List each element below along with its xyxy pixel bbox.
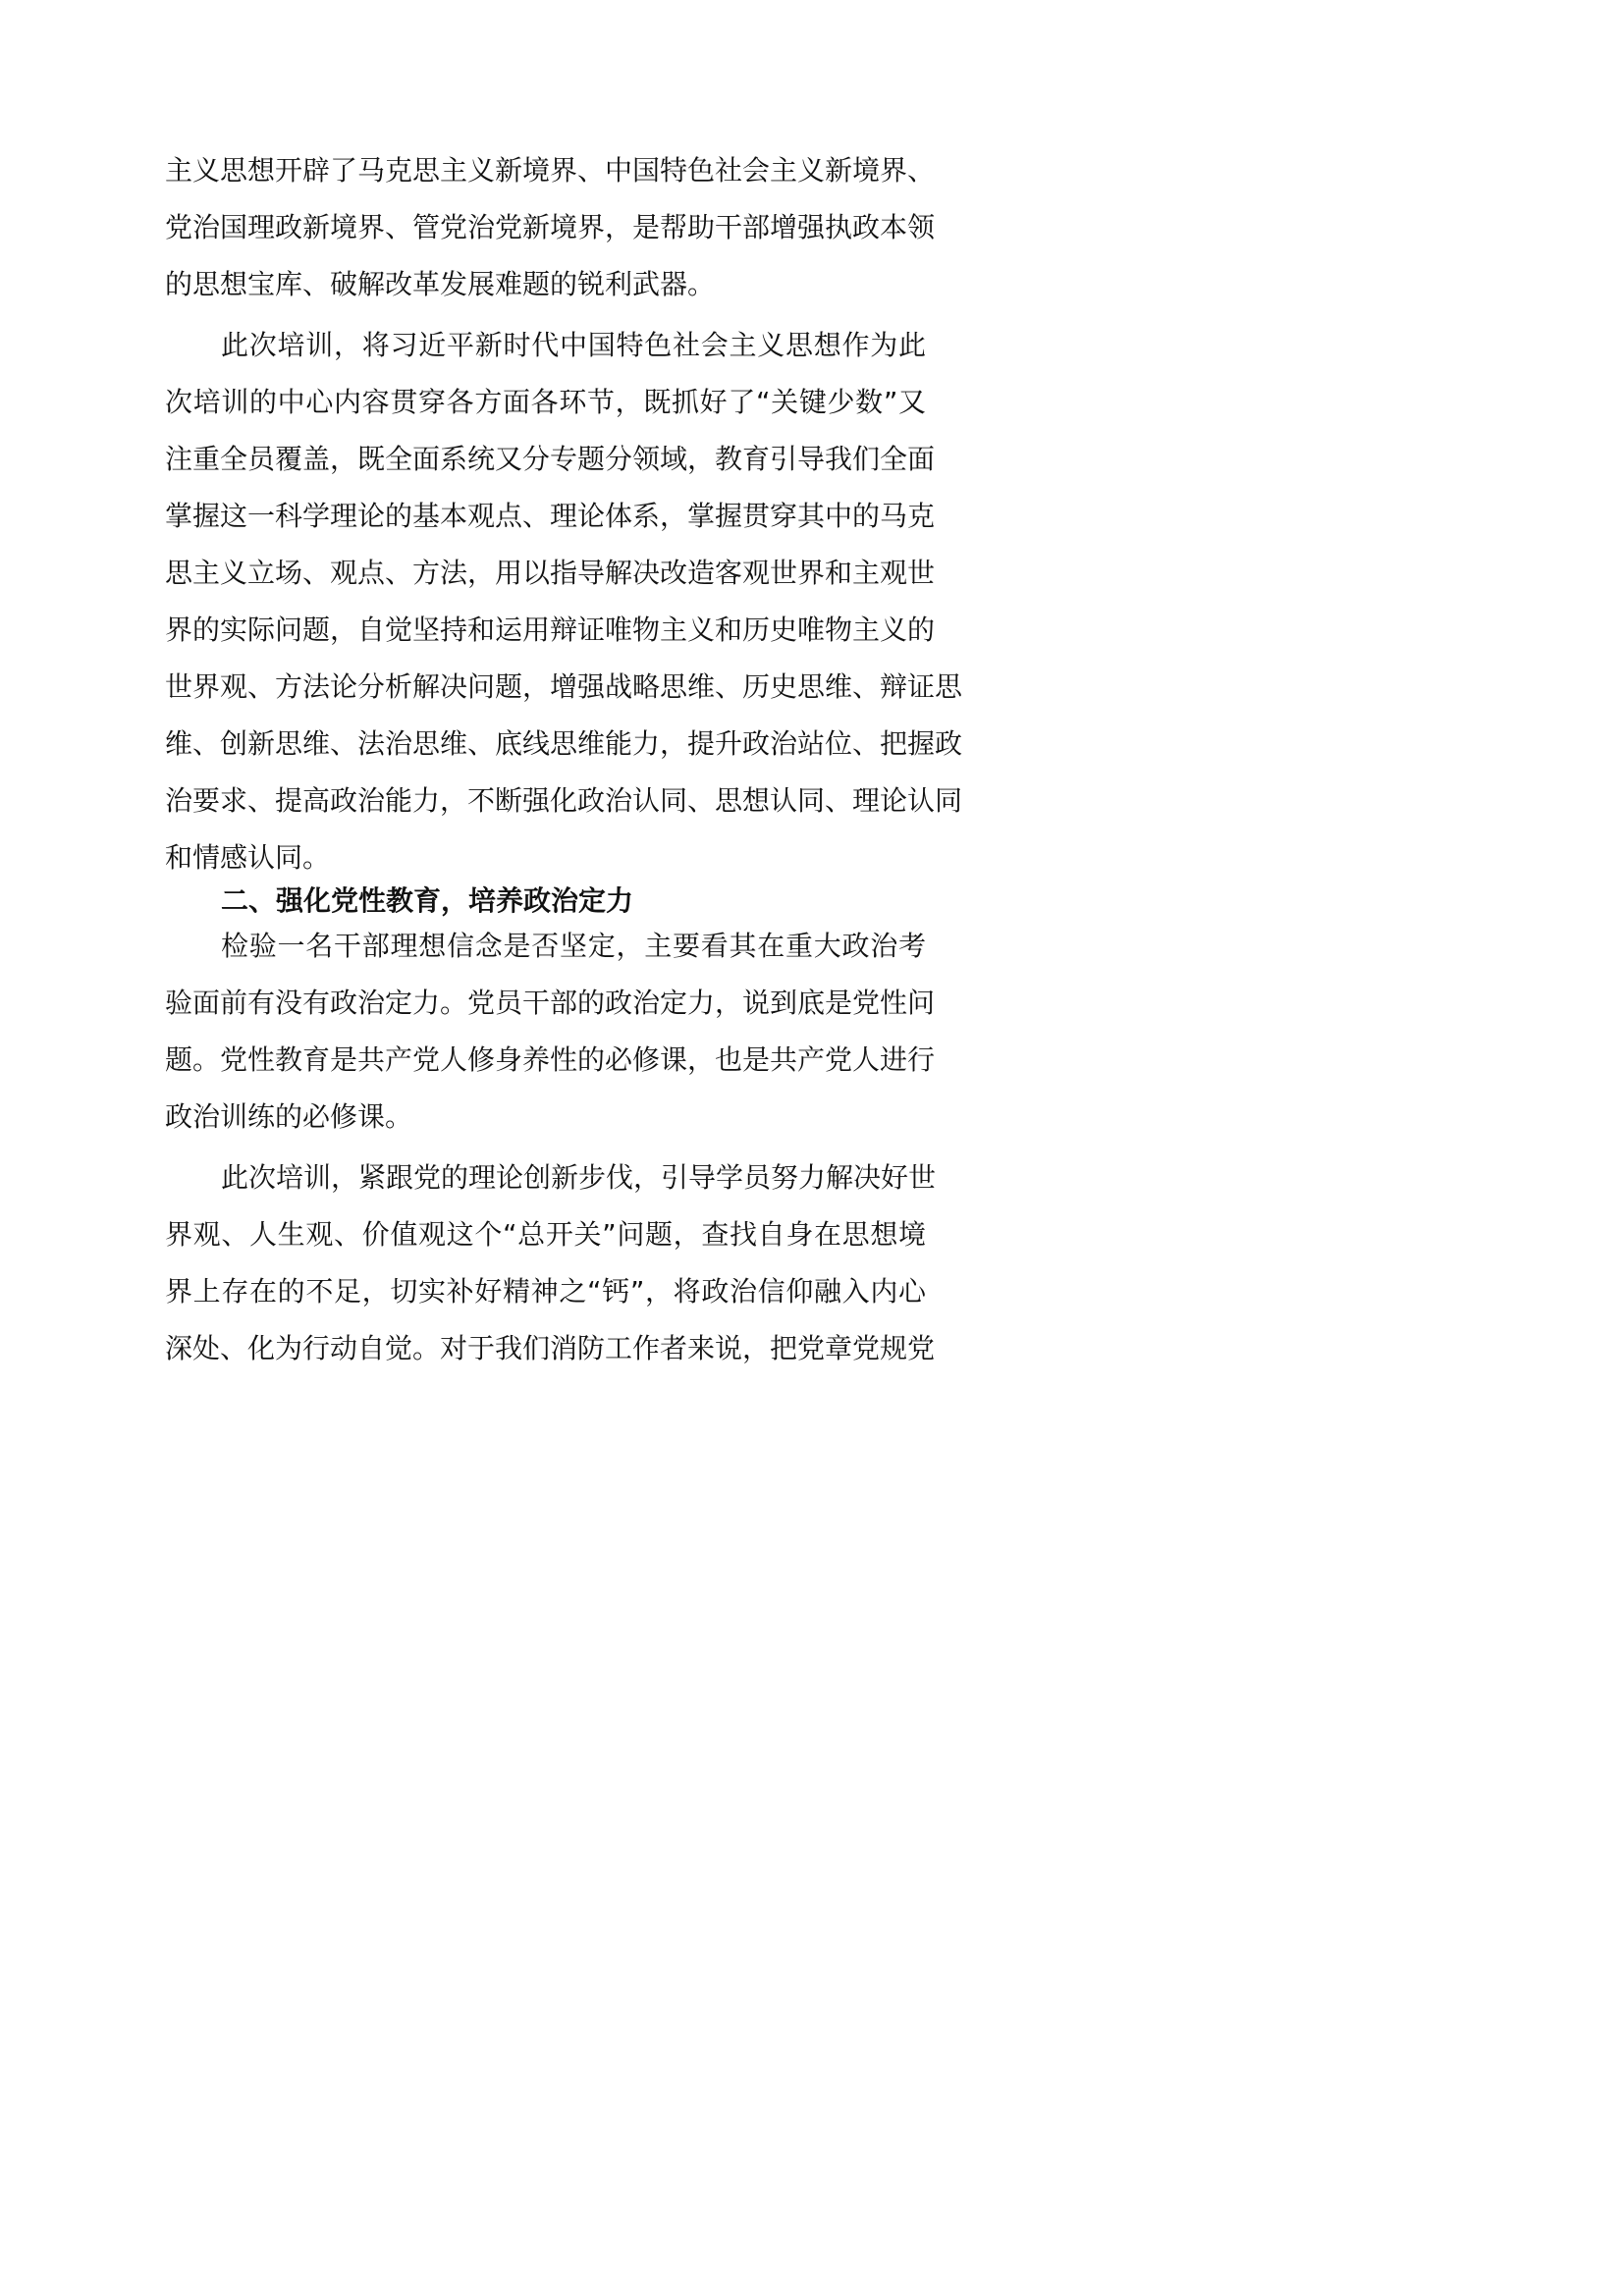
document-page (0, 0, 1080, 1526)
paragraph-2-line-10: 和情感认同。 (165, 841, 331, 874)
paragraph-4-line-3: 界上存在的不足，切实补好精神之“钙”，将政治信仰融入内心 (165, 1275, 926, 1308)
paragraph-4-line-1: 此次培训，紧跟党的理论创新步伐，引导学员努力解决好世 (221, 1161, 937, 1194)
section-heading: 二、强化党性教育，培养政治定力 (221, 884, 634, 917)
paragraph-2-line-6: 界的实际问题，自觉坚持和运用辩证唯物主义和历史唯物主义的 (165, 614, 936, 646)
paragraph-2-line-8: 维、创新思维、法治思维、底线思维能力，提升政治站位、把握政 (165, 727, 963, 760)
paragraph-2-line-5: 思主义立场、观点、方法，用以指导解决改造客观世界和主观世 (165, 557, 936, 589)
paragraph-3-line-4: 政治训练的必修课。 (165, 1100, 413, 1133)
paragraph-1-line-2: 党治国理政新境界、管党治党新境界，是帮助干部增强执政本领 (165, 211, 936, 243)
paragraph-2-line-9: 治要求、提高政治能力，不断强化政治认同、思想认同、理论认同 (165, 784, 963, 817)
paragraph-3-line-2: 验面前有没有政治定力。党员干部的政治定力，说到底是党性问 (165, 987, 936, 1019)
paragraph-3-line-3: 题。党性教育是共产党人修身养性的必修课，也是共产党人进行 (165, 1043, 936, 1076)
paragraph-2-line-1: 此次培训，将习近平新时代中国特色社会主义思想作为此 (221, 329, 926, 361)
paragraph-2-line-4: 掌握这一科学理论的基本观点、理论体系，掌握贯穿其中的马克 (165, 500, 936, 532)
paragraph-1-line-3: 的思想宝库、破解改革发展难题的锐利武器。 (165, 268, 716, 300)
paragraph-4-line-2: 界观、人生观、价值观这个“总开关”问题，查找自身在思想境 (165, 1218, 926, 1251)
paragraph-2-line-3: 注重全员覆盖，既全面系统又分专题分领域，教育引导我们全面 (165, 443, 936, 475)
paragraph-2-line-7: 世界观、方法论分析解决问题，增强战略思维、历史思维、辩证思 (165, 670, 963, 703)
paragraph-4-line-4: 深处、化为行动自觉。对于我们消防工作者来说，把党章党规党 (165, 1332, 936, 1364)
paragraph-3-line-1: 检验一名干部理想信念是否坚定，主要看其在重大政治考 (221, 930, 926, 962)
paragraph-1-line-1: 主义思想开辟了马克思主义新境界、中国特色社会主义新境界、 (165, 154, 936, 187)
paragraph-2-line-2: 次培训的中心内容贯穿各方面各环节，既抓好了“关键少数”又 (165, 386, 926, 418)
